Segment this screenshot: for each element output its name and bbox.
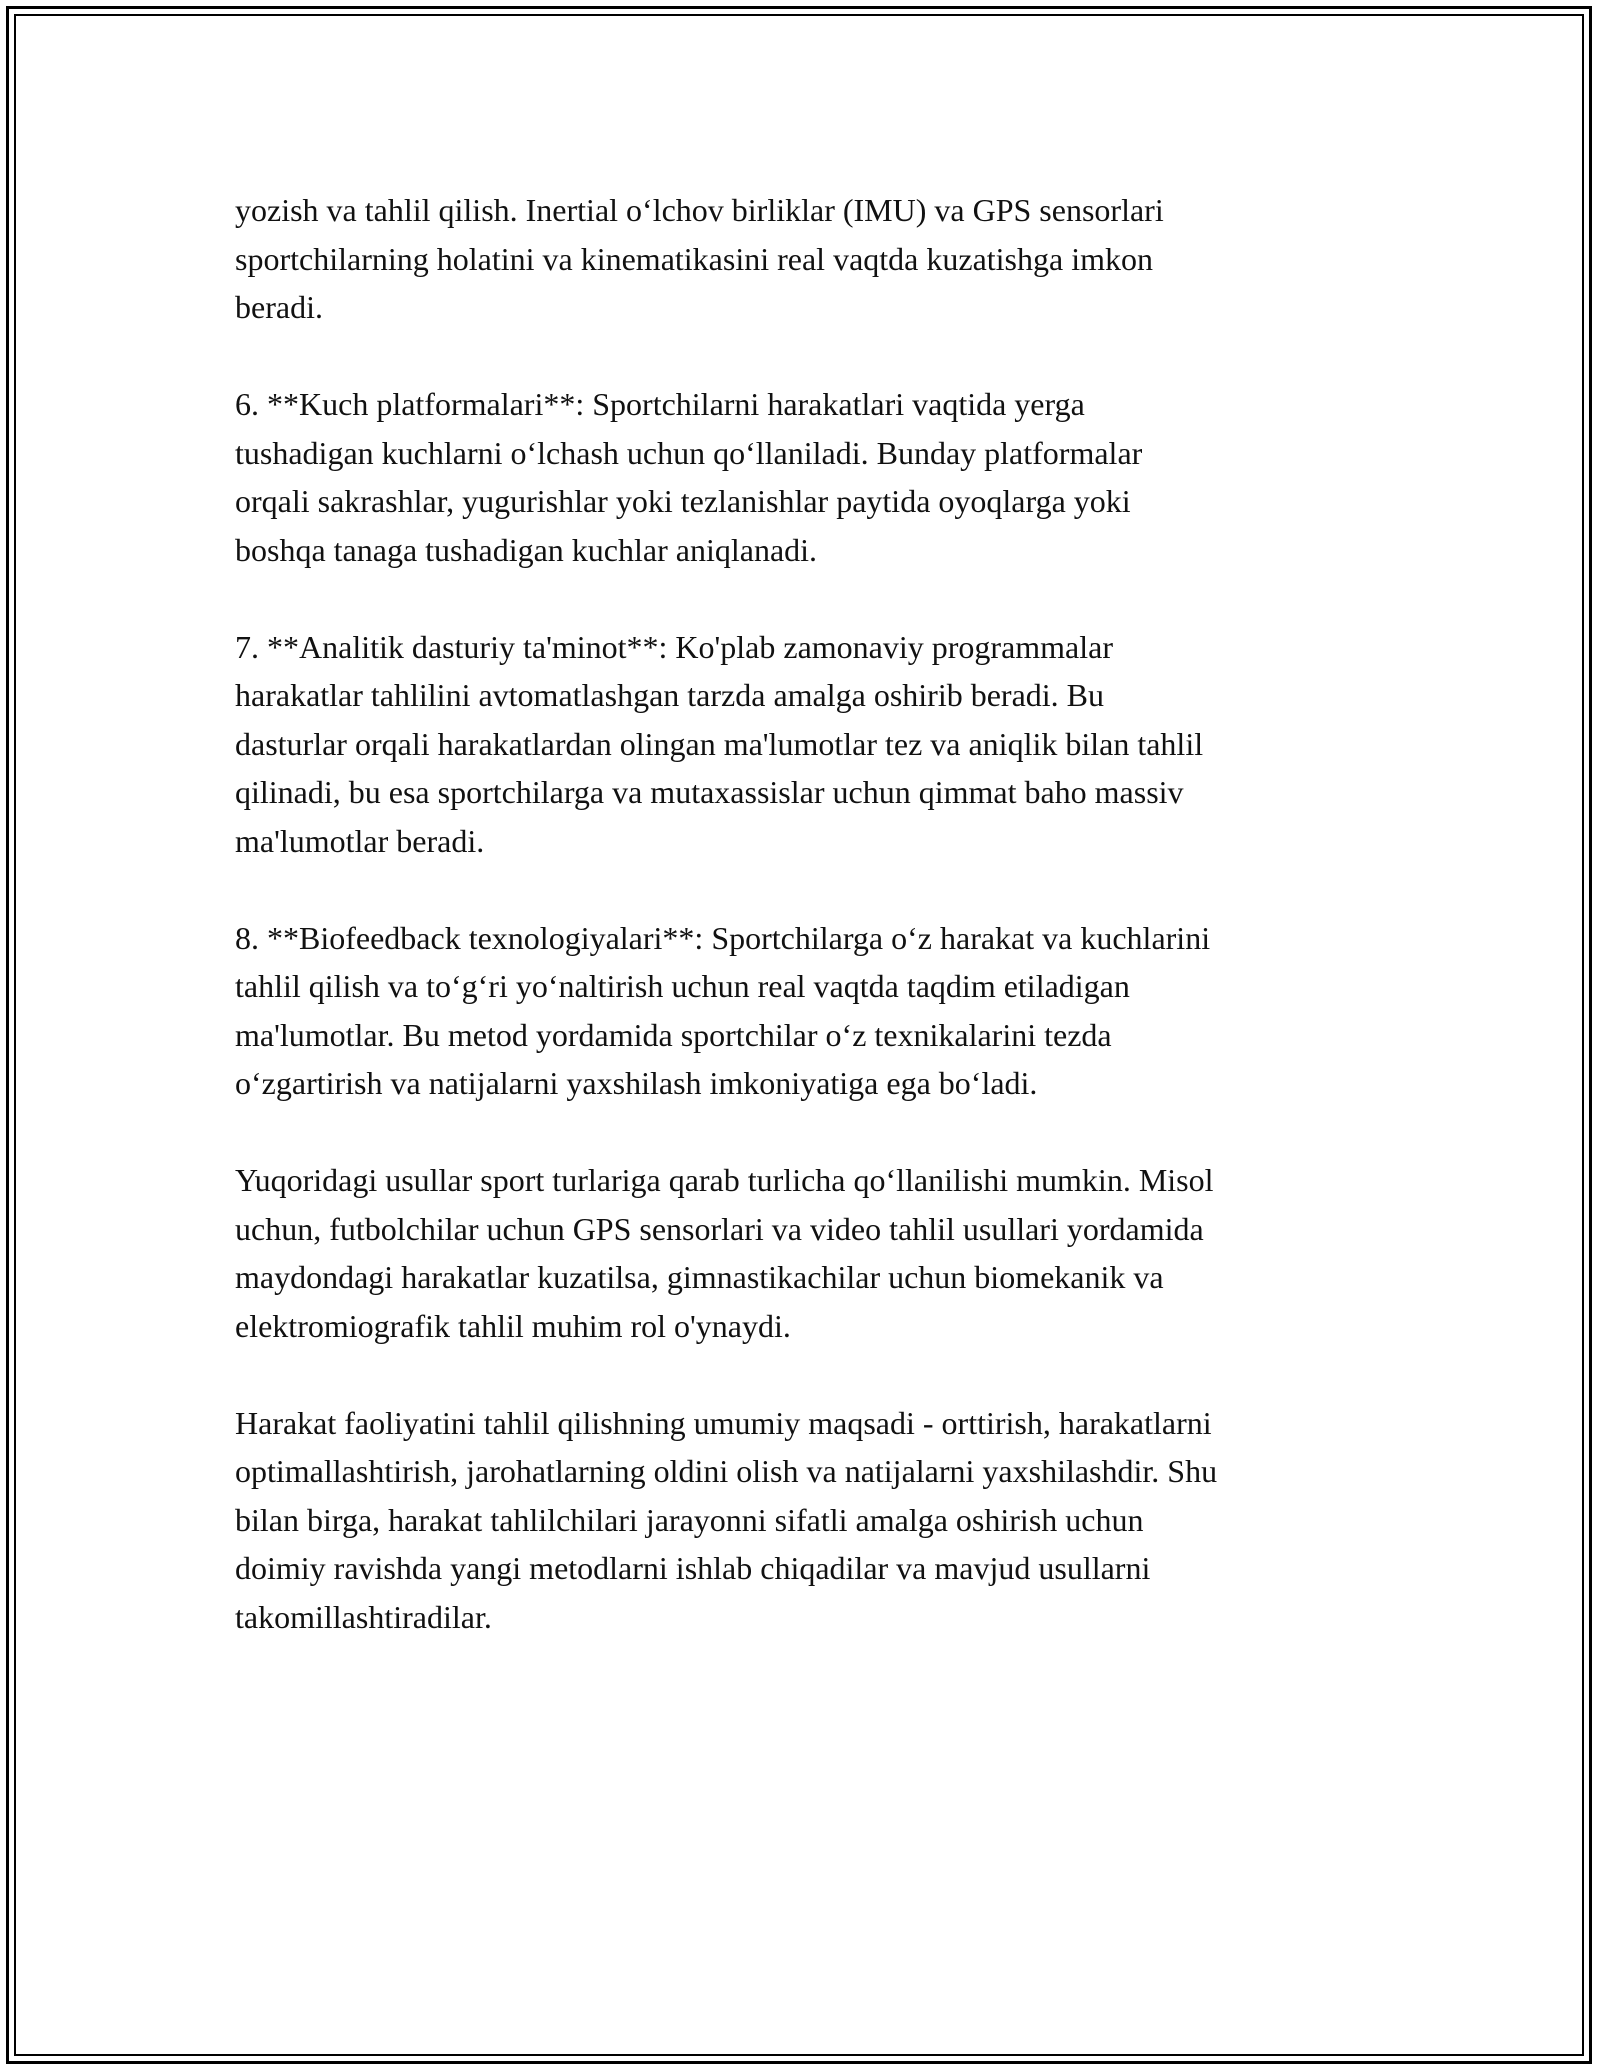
paragraph-conclusion: Harakat faoliyatini tahlil qilishning umumiy maqsadi - orttirish, harakatlarni optimallashtirish, jarohatlarning oldini olish va natijalarni yaxshilashdir. Shu bilan birga, harakat tahlilchilari jarayonni sifatli amalga oshirish uchun doimiy ravishda yangi metodlarni ishlab chiqadilar va mavjud usullarni takomillashtiradilar.	[235, 1404, 1218, 1635]
paragraph-sensors-continuation: yozish va tahlil qilish. Inertial o‘lchov birliklar (IMU) va GPS sensorlari sportchilarning holatini va kinematikasini real vaqtda kuzatishga imkon beradi.	[235, 192, 1164, 325]
paragraph-biofeedback: 8. **Biofeedback texnologiyalari**: Sportchilarga o‘z harakat va kuchlarini tahlil qilish va to‘g‘ri yo‘naltirish uchun real vaqtda taqdim etiladigan ma'lumotlar. Bu metod yordamida sportchilar o‘z texnikalarini tezda o‘zgartirish va natijalarni yaxshilash imkoniyatiga ega bo‘ladi.	[235, 919, 1211, 1101]
document-body	[235, 186, 1385, 1690]
paragraph-force-platforms: 6. **Kuch platformalari**: Sportchilarni harakatlari vaqtida yerga tushadigan kuchlarni o‘lchash uchun qo‘llaniladi. Bunday platformalar orqali sakrashlar, yugurishlar yoki tezlanishlar paytida oyoqlarga yoki boshqa tanaga tushadigan kuchlar aniqlanadi.	[235, 386, 1143, 568]
paragraph-analytic-software: 7. **Analitik dasturiy ta'minot**: Ko'plab zamonaviy programmalar harakatlar tahlilini avtomatlashgan tarzda amalga oshirib beradi. Bu dasturlar orqali harakatlardan olingan ma'lumotlar tez va aniqlik bilan tahlil qilinadi, bu esa sportchilarga va mutaxassislar uchun qimmat baho massiv ma'lumotlar beradi.	[235, 628, 1204, 859]
paragraph-sport-applications: Yuqoridagi usullar sport turlariga qarab turlicha qo‘llanilishi mumkin. Misol uchun, futbolchilar uchun GPS sensorlari va video tahlil usullari yordamida maydondagi harakatlar kuzatilsa, gimnastikachilar uchun biomekanik va elektromiografik tahlil muhim rol o'ynaydi.	[235, 1162, 1214, 1344]
